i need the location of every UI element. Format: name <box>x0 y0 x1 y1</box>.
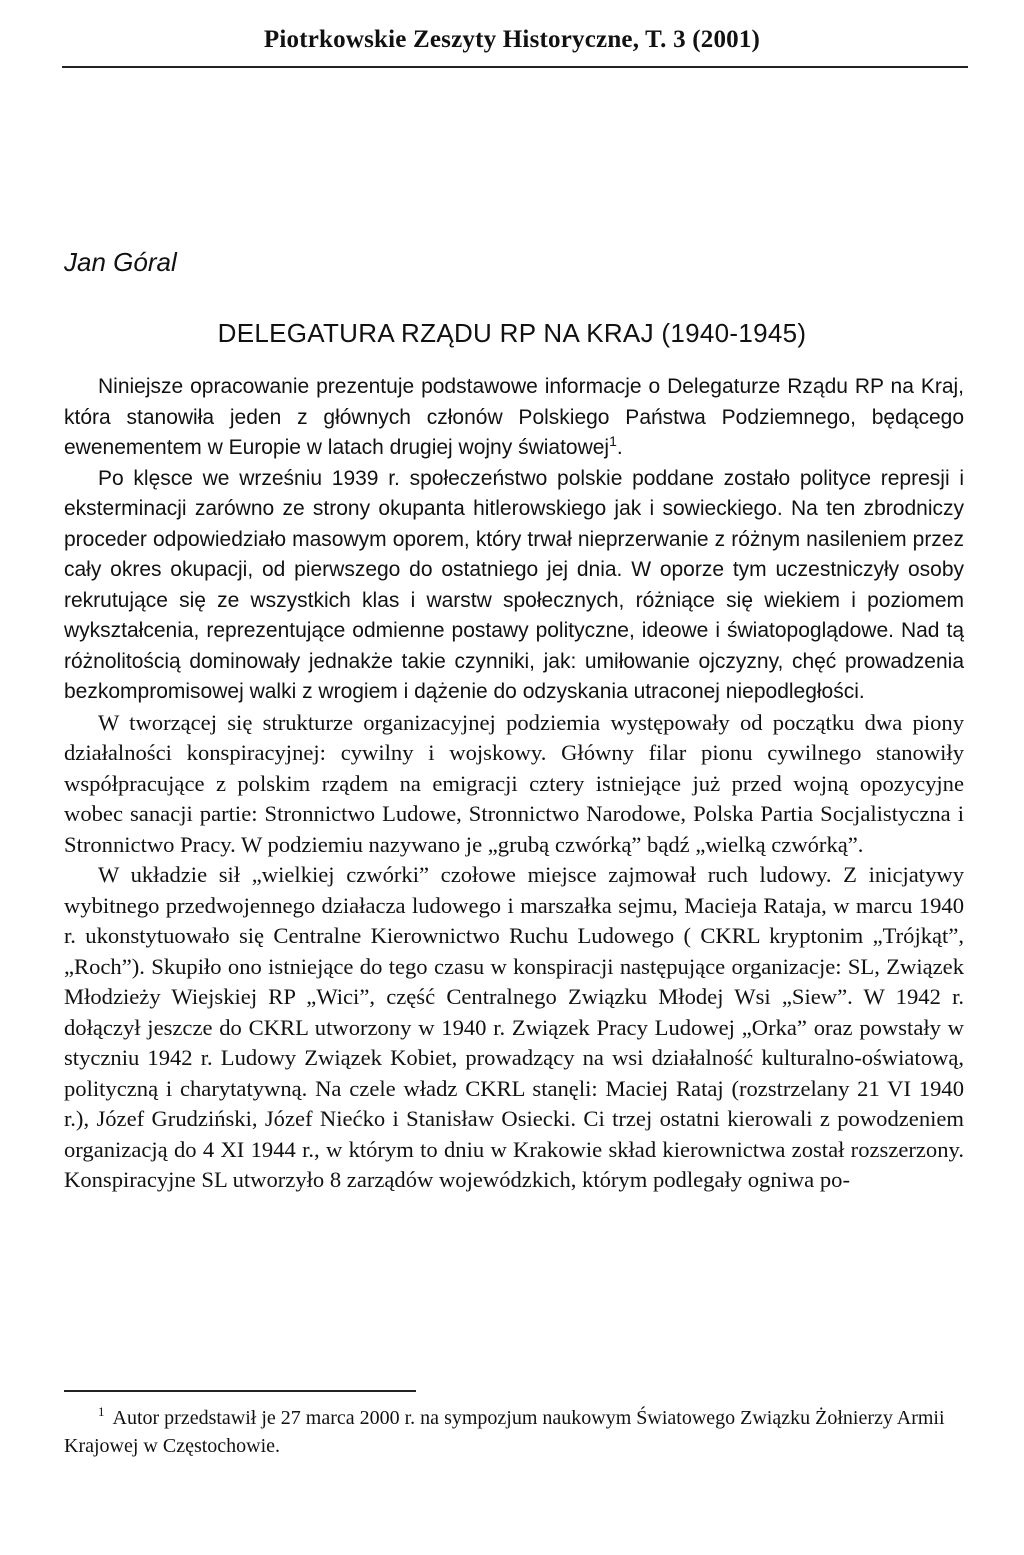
running-header: Piotrkowskie Zeszyty Historyczne, T. 3 (2001) <box>263 26 761 53</box>
header-rule <box>62 66 968 68</box>
article-body <box>64 372 964 1196</box>
paragraph-3: W tworzącej się strukturze organizacyjnej podziemia występowały od początku dwa piony działalności konspiracyjnej: cywilny i wojskowy. Główny filar pionu cywilnego stanowiły współpracujące z polskim rządem na emigracji cztery istniejące już przed wojną opozycyjne wobec sanacji partie: Stronnictwo Ludowe, Stronnictwo Narodowe, Polska Partia Socjalistyczna i Stronnictwo Pracy. W podziemiu nazywano je „grubą czwórką” bądź „wielką czwórką”. <box>64 709 964 857</box>
paragraph-1-end: . <box>616 436 623 459</box>
footnote-text: Autor przedstawił je 27 marca 2000 r. na sympozjum naukowym Światowego Związku Żołnierzy Armii Krajowej w Częstochowie. <box>64 1407 945 1457</box>
paragraph-4: W układzie sił „wielkiej czwórki” czołowe miejsce zajmował ruch ludowy. Z inicjatywy wybitnego przedwojennego działacza ludowego i marszałka sejmu, Macieja Rataja, w marcu 1940 r. ukonstytuowało się Centralne Kierownictwo Ruchu Ludowego ( CKRL kryptonim „Trójkąt”, „Roch”). Skupiło ono istniejące do tego czasu w konspiracji następujące organizacje: SL, Związek Młodzieży Wiejskiej RP „Wici”, część Centralnego Związku Młodej Wsi „Siew”. W 1942 r. dołączył jeszcze do CKRL utworzony w 1940 r. Związek Pracy Ludowej „Orka” oraz powstały w styczniu 1942 r. Ludowy Związek Kobiet, prowadzący na wsi działalność kulturalno-oświatową, polityczną i charytatywną. Na czele władz CKRL stanęli: Maciej Rataj (rozstrzelany 21 VI 1940 r.), Józef Grudziński, Józef Niećko i Stanisław Osiecki. Ci trzej ostatni kierowali z powodzeniem organizacją do 4 XI 1944 r., w którym to dniu w Krakowie skład kierownictwa został rozszerzony. Konspiracyjne SL utworzyło 8 zarządów wojewódzkich, którym podlegały ogniwa po- <box>64 862 964 1192</box>
paragraph-1-text: Niniejsze opracowanie prezentuje podstawowe informacje o Delegaturze Rządu RP na Kraj, która stanowiła jeden z głównych członów Polskiego Państwa Podziemnego, będącego ewenementem w Europie w latach drugiej wojny światowej <box>64 375 964 459</box>
article-title: DELEGATURA RZĄDU RP NA KRAJ (1940-1945) <box>217 318 807 348</box>
footnote-rule <box>64 1390 416 1392</box>
paragraph-1 <box>64 372 964 464</box>
footnote-mark: 1 <box>98 1404 105 1420</box>
paragraph-2: Po klęsce we wrześniu 1939 r. społeczeństwo polskie poddane zostało polityce represji i eksterminacji zarówno ze strony okupanta hitlerowskiego jak i sowieckiego. Na ten zbrodniczy proceder odpowiedziało masowym oporem, który trwał nieprzerwanie z różnym nasileniem przez cały okres okupacji, od pierwszego do ostatniego jej dnia. W oporze tym uczestniczyły osoby rekrutujące się ze wszystkich klas i warstw społecznych, różniące się wiekiem i poziomem wykształcenia, reprezentujące odmienne postawy polityczne, ideowe i światopoglądowe. Nad tą różnolitością dominowały jednakże takie czynniki, jak: umiłowanie ojczyzny, chęć prowadzenia bezkompromisowej walki z wrogiem i dążenie do odzyskania utraconej niepodległości. <box>64 466 964 703</box>
footnote-reference[interactable]: 1 <box>609 433 617 449</box>
author-name: Jan Góral <box>64 247 177 277</box>
footnote-1 <box>64 1404 968 1460</box>
